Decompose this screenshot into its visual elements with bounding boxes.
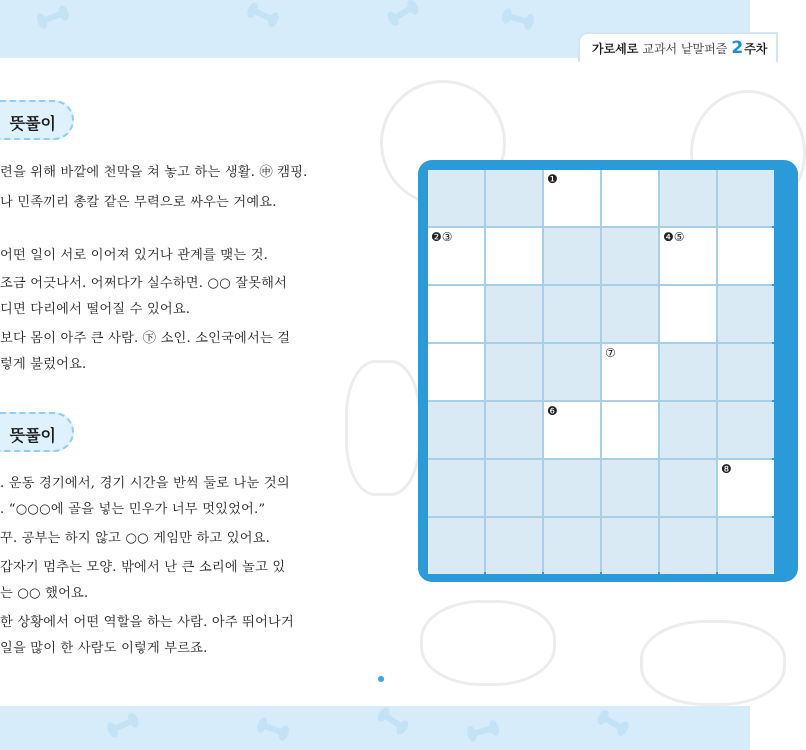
clue-line: 디면 다리에서 떨어질 수 있어요. xyxy=(0,302,191,317)
puzzle-cell-open[interactable] xyxy=(660,286,716,342)
clue-line: 렇게 불렀어요. xyxy=(0,357,87,372)
puzzle-cell-blocked xyxy=(602,460,658,516)
puzzle-cell-blocked xyxy=(660,460,716,516)
clue-line: . “○○○에 골을 넣는 민우가 너무 멋있었어.” xyxy=(0,502,266,517)
header-week-number: 2 xyxy=(731,38,744,58)
puzzle-cell-blocked xyxy=(602,286,658,342)
puzzle-cell-blocked xyxy=(486,344,542,400)
puzzle-cell-open[interactable] xyxy=(428,228,484,284)
clue-line: 한 상황에서 어떤 역할을 하는 사람. 아주 뛰어나거 xyxy=(0,615,294,630)
puzzle-cell-open[interactable] xyxy=(602,170,658,226)
puzzle-cell-open[interactable] xyxy=(602,344,658,400)
puzzle-cell-blocked xyxy=(544,286,600,342)
puzzle-cell-blocked xyxy=(428,170,484,226)
puzzle-cell-blocked xyxy=(718,402,774,458)
puzzle-cell-blocked xyxy=(428,402,484,458)
section-header-pill xyxy=(0,412,74,452)
puzzle-cell-number: ⑦ xyxy=(605,346,616,360)
puzzle-cell-blocked xyxy=(486,286,542,342)
puzzle-cell-open[interactable] xyxy=(428,344,484,400)
background-doodle xyxy=(420,600,556,686)
section-title: 뜻풀이 xyxy=(9,426,56,445)
puzzle-cell-number: ❻ xyxy=(547,404,558,418)
puzzle-cell-blocked xyxy=(486,518,542,574)
puzzle-cell-blocked xyxy=(486,170,542,226)
puzzle-cell-number: ❹⑤ xyxy=(663,230,685,244)
section-title: 뜻풀이 xyxy=(9,114,56,133)
background-doodle xyxy=(345,360,421,496)
puzzle-cell-blocked xyxy=(428,460,484,516)
background-doodle xyxy=(640,620,786,706)
puzzle-cell-blocked xyxy=(428,518,484,574)
puzzle-cell-blocked xyxy=(660,402,716,458)
puzzle-cell-blocked xyxy=(544,344,600,400)
puzzle-cell-blocked xyxy=(718,518,774,574)
clue-line: 갑자기 멈추는 모양. 밖에서 난 큰 소리에 놀고 있 xyxy=(0,560,286,575)
clue-line: 일을 많이 한 사람도 이렇게 부르죠. xyxy=(0,641,208,656)
puzzle-cell-blocked xyxy=(718,344,774,400)
puzzle-cell-blocked xyxy=(718,170,774,226)
header-title: 가로세로 xyxy=(592,41,639,56)
section-header-pill xyxy=(0,100,74,140)
puzzle-cell-open[interactable] xyxy=(428,286,484,342)
puzzle-cell-number: ❽ xyxy=(721,462,732,476)
clue-line: 련을 위해 바깥에 천막을 쳐 놓고 하는 생활. ㊥ 캠핑. xyxy=(0,165,308,180)
clue-line: 나 민족끼리 총칼 같은 무력으로 싸우는 거예요. xyxy=(0,195,277,210)
puzzle-cell-open[interactable] xyxy=(486,228,542,284)
clue-line: . 운동 경기에서, 경기 시간을 반씩 둘로 나눈 것의 xyxy=(0,476,290,491)
clue-line: 보다 몸이 아주 큰 사람. ㊦ 소인. 소인국에서는 걸 xyxy=(0,331,291,346)
puzzle-cell-blocked xyxy=(660,344,716,400)
header-subtitle: 교과서 낱말퍼즐 xyxy=(642,41,728,56)
clue-line: 꾸. 공부는 하지 않고 ○○ 게임만 하고 있어요. xyxy=(0,531,270,546)
puzzle-cell-number: ❶ xyxy=(547,172,558,186)
puzzle-cell-blocked xyxy=(660,170,716,226)
puzzle-cell-blocked xyxy=(602,228,658,284)
puzzle-cell-blocked xyxy=(486,402,542,458)
clue-line: 조금 어긋나서. 어쩌다가 실수하면. ○○ 잘못해서 xyxy=(0,276,288,291)
puzzle-cell-open[interactable] xyxy=(660,228,716,284)
puzzle-cell-blocked xyxy=(544,228,600,284)
puzzle-cell-number: ❷③ xyxy=(431,230,453,244)
puzzle-cell-open[interactable] xyxy=(602,402,658,458)
puzzle-cell-blocked xyxy=(718,286,774,342)
puzzle-cell-blocked xyxy=(660,518,716,574)
puzzle-cell-blocked xyxy=(602,518,658,574)
page-header-tab xyxy=(578,32,778,62)
clue-line: 어떤 일이 서로 이어져 있거나 관계를 맺는 것. xyxy=(0,248,269,263)
puzzle-cell-open[interactable] xyxy=(544,402,600,458)
clue-line: 는 ○○ 했어요. xyxy=(0,586,89,601)
puzzle-cell-open[interactable] xyxy=(718,460,774,516)
puzzle-cell-open[interactable] xyxy=(718,228,774,284)
puzzle-cell-blocked xyxy=(544,518,600,574)
crossword-grid xyxy=(428,170,772,572)
puzzle-cell-blocked xyxy=(544,460,600,516)
puzzle-cell-blocked xyxy=(486,460,542,516)
header-week-suffix: 주차 xyxy=(744,41,768,56)
page-dot xyxy=(378,676,384,682)
puzzle-cell-open[interactable] xyxy=(544,170,600,226)
